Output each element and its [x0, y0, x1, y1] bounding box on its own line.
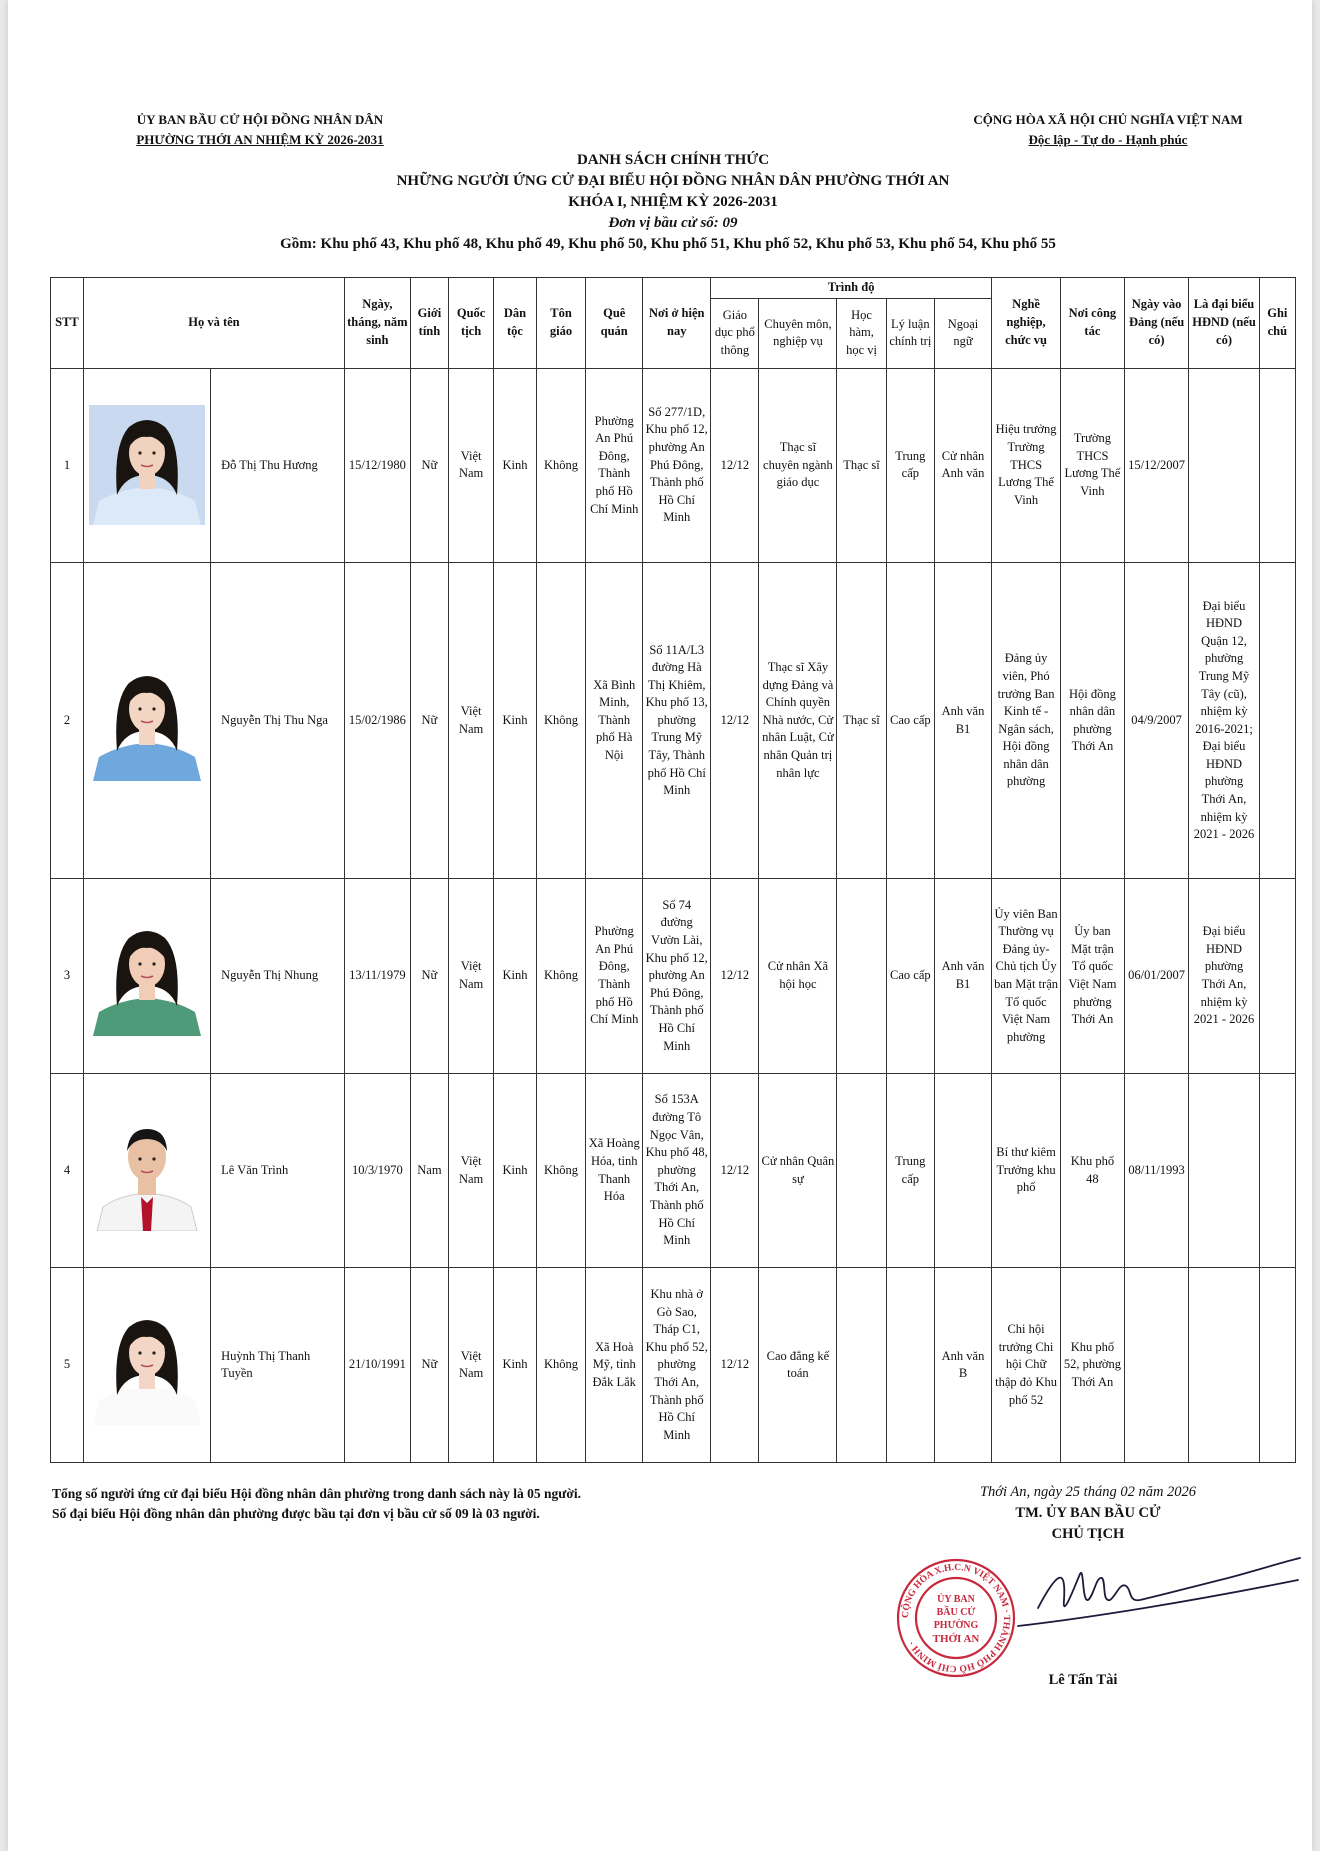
residence-cell: Khu nhà ở Gò Sao, Tháp C1, Khu phố 52, phường Thới An, Thành phố Hồ Chí Minh: [643, 1268, 711, 1463]
note-cell: [1259, 563, 1295, 879]
hometown-cell: Xã Bình Minh, Thành phố Hà Nội: [586, 563, 643, 879]
academic-cell: Thạc sĩ: [837, 563, 886, 879]
residence-cell: Số 277/1D, Khu phố 12, phường An Phú Đông, Thành phố Hồ Chí Minh: [643, 368, 711, 563]
col-language: Ngoại ngữ: [934, 298, 991, 368]
religion-cell: Không: [536, 1073, 585, 1268]
specialty-cell: Cử nhân Quân sự: [759, 1073, 837, 1268]
political-cell: Trung cấp: [886, 1073, 934, 1268]
academic-cell: [837, 879, 886, 1074]
col-religion: Tôn giáo: [536, 278, 585, 369]
portrait-photo: [89, 405, 205, 525]
delegate-cell: [1189, 368, 1259, 563]
col-workplace: Nơi công tác: [1061, 278, 1125, 369]
col-ethnicity: Dân tộc: [494, 278, 537, 369]
col-hometown: Quê quán: [586, 278, 643, 369]
table-row: [51, 563, 1296, 879]
gender-cell: Nữ: [410, 1268, 448, 1463]
general-edu-cell: 12/12: [711, 1268, 759, 1463]
col-specialty: Chuyên môn, nghiệp vụ: [759, 298, 837, 368]
stt-cell: 4: [51, 1073, 84, 1268]
language-cell: Anh văn B1: [934, 563, 991, 879]
svg-text:BẦU CỬ: BẦU CỬ: [936, 1607, 976, 1618]
occupation-cell: Chi hội trưởng Chi hội Chữ thập đỏ Khu phố 52: [992, 1268, 1061, 1463]
language-cell: Anh văn B: [934, 1268, 991, 1463]
name-cell: Huỳnh Thị Thanh Tuyền: [211, 1268, 345, 1463]
issuer-header: [110, 110, 410, 150]
on-behalf: TM. ỦY BAN BẦU CỬ: [1015, 1505, 1161, 1521]
portrait-photo: [89, 661, 205, 781]
sign-date: Thới An, ngày 25 tháng 02 năm 2026: [979, 1484, 1197, 1500]
stt-cell: 5: [51, 1268, 84, 1463]
hometown-cell: Phường An Phú Đông, Thành phố Hồ Chí Minh: [586, 368, 643, 563]
name-cell: Nguyễn Thị Thu Nga: [211, 563, 345, 879]
national-header: [948, 110, 1268, 150]
academic-cell: Thạc sĩ: [837, 368, 886, 563]
workplace-cell: Khu phố 48: [1061, 1073, 1125, 1268]
general-edu-cell: 12/12: [711, 1073, 759, 1268]
gender-cell: Nữ: [410, 368, 448, 563]
party-date-cell: 06/01/2007: [1124, 879, 1189, 1074]
religion-cell: Không: [536, 368, 585, 563]
specialty-cell: Cử nhân Xã hội học: [759, 879, 837, 1074]
hometown-cell: Phường An Phú Đông, Thành phố Hồ Chí Minh: [586, 879, 643, 1074]
delegate-cell: Đại biểu HĐND phường Thới An, nhiệm kỳ 2021 - 2026: [1189, 879, 1259, 1074]
occupation-cell: Bí thư kiêm Trưởng khu phố: [992, 1073, 1061, 1268]
note-cell: [1259, 368, 1295, 563]
language-cell: Cử nhân Anh văn: [934, 368, 991, 563]
photo-cell: [83, 368, 210, 563]
candidate-table: [50, 277, 1296, 1463]
note-cell: [1259, 1073, 1295, 1268]
occupation-cell: Hiệu trưởng Trường THCS Lương Thế Vinh: [992, 368, 1061, 563]
svg-text:ỦY BAN: ỦY BAN: [937, 1594, 975, 1605]
political-cell: Trung cấp: [886, 368, 934, 563]
title-line2: NHỮNG NGƯỜI ỨNG CỬ ĐẠI BIỂU HỘI ĐỒNG NHÂN DÂN PHƯỜNG THỚI AN: [396, 173, 950, 189]
col-nationality: Quốc tịch: [449, 278, 494, 369]
nationality-cell: Việt Nam: [449, 368, 494, 563]
gender-cell: Nữ: [410, 879, 448, 1074]
language-cell: [934, 1073, 991, 1268]
title-line1: DANH SÁCH CHÍNH THỨC: [576, 152, 770, 168]
table-row: [51, 1268, 1296, 1463]
ethnicity-cell: Kinh: [494, 1268, 537, 1463]
col-general-edu: Giáo dục phổ thông: [711, 298, 759, 368]
portrait-photo: [89, 916, 205, 1036]
svg-text:THỚI AN: THỚI AN: [932, 1633, 980, 1645]
issuer-line2: PHƯỜNG THỚI AN NHIỆM KỲ 2026-2031: [136, 132, 384, 147]
workplace-cell: Khu phố 52, phường Thới An: [1061, 1268, 1125, 1463]
delegate-cell: Đại biểu HĐND Quận 12, phường Trung Mỹ Tây (cũ), nhiệm kỳ 2016-2021; Đại biểu HĐND phường Thới An, nhiệm kỳ 2021 - 2026: [1189, 563, 1259, 879]
title-line3: KHÓA I, NHIỆM KỲ 2026-2031: [568, 194, 778, 210]
ethnicity-cell: Kinh: [494, 879, 537, 1074]
stt-cell: 1: [51, 368, 84, 563]
electoral-unit: Đơn vị bầu cử số: 09: [608, 215, 738, 231]
specialty-cell: Cao đẳng kế toán: [759, 1268, 837, 1463]
religion-cell: Không: [536, 1268, 585, 1463]
dob-cell: 21/10/1991: [344, 1268, 410, 1463]
document-title: [208, 150, 1138, 234]
photo-cell: [83, 1073, 210, 1268]
signer-position: CHỦ TỊCH: [1051, 1526, 1125, 1542]
nationality-cell: Việt Nam: [449, 1268, 494, 1463]
stt-cell: 3: [51, 879, 84, 1074]
ethnicity-cell: Kinh: [494, 368, 537, 563]
language-cell: Anh văn B1: [934, 879, 991, 1074]
photo-cell: [83, 879, 210, 1074]
issuer-line1: ỦY BAN BẦU CỬ HỘI ĐỒNG NHÂN DÂN: [136, 112, 384, 127]
name-cell: Lê Văn Trình: [211, 1073, 345, 1268]
dob-cell: 13/11/1979: [344, 879, 410, 1074]
table-row: [51, 879, 1296, 1074]
signer-name: Lê Tấn Tài: [1048, 1672, 1118, 1688]
col-stt: STT: [51, 278, 84, 369]
photo-cell: [83, 1268, 210, 1463]
delegate-cell: [1189, 1073, 1259, 1268]
occupation-cell: Đảng ủy viên, Phó trưởng Ban Kinh tế - Ngân sách, Hội đồng nhân dân phường: [992, 563, 1061, 879]
nationality-cell: Việt Nam: [449, 1073, 494, 1268]
svg-text:CỘNG HÒA X.H.C.N VIỆT NAM · TH: CỘNG HÒA X.H.C.N VIỆT NAM · THÀNH PHỐ HỒ CHÍ MINH ·: [900, 1562, 1012, 1674]
political-cell: Cao cấp: [886, 879, 934, 1074]
col-name: Họ và tên: [83, 278, 344, 369]
dob-cell: 10/3/1970: [344, 1073, 410, 1268]
general-edu-cell: 12/12: [711, 563, 759, 879]
specialty-cell: Thạc sĩ chuyên ngành giáo dục: [759, 368, 837, 563]
svg-text:PHƯỜNG: PHƯỜNG: [933, 1620, 979, 1631]
official-seal: [888, 1530, 1308, 1680]
electoral-areas: Gồm: Khu phố 43, Khu phố 48, Khu phố 49, Khu phố 50, Khu phố 51, Khu phố 52, Khu phố 53, Khu phố 54, Khu phố 55: [280, 236, 1056, 252]
note-cell: [1259, 879, 1295, 1074]
ethnicity-cell: Kinh: [494, 1073, 537, 1268]
national-title: CỘNG HÒA XÃ HỘI CHỦ NGHĨA VIỆT NAM: [973, 112, 1243, 127]
col-dob: Ngày, tháng, năm sinh: [344, 278, 410, 369]
academic-cell: [837, 1268, 886, 1463]
table-row: [51, 368, 1296, 563]
nationality-cell: Việt Nam: [449, 563, 494, 879]
national-motto: Độc lập - Tự do - Hạnh phúc: [1028, 132, 1188, 147]
col-delegate: Là đại biểu HĐND (nếu có): [1189, 278, 1259, 369]
general-edu-cell: 12/12: [711, 879, 759, 1074]
occupation-cell: Ủy viên Ban Thường vụ Đảng ủy- Chủ tịch Ủy ban Mặt trận Tổ quốc Việt Nam phường: [992, 879, 1061, 1074]
workplace-cell: Hội đồng nhân dân phường Thới An: [1061, 563, 1125, 879]
academic-cell: [837, 1073, 886, 1268]
party-date-cell: [1124, 1268, 1189, 1463]
ethnicity-cell: Kinh: [494, 563, 537, 879]
col-residence: Nơi ở hiện nay: [643, 278, 711, 369]
dob-cell: 15/12/1980: [344, 368, 410, 563]
col-note: Ghi chú: [1259, 278, 1295, 369]
document-page: [8, 0, 1312, 1851]
col-political: Lý luận chính trị: [886, 298, 934, 368]
hometown-cell: Xã Hoà Mỹ, tỉnh Đắk Lắk: [586, 1268, 643, 1463]
party-date-cell: 04/9/2007: [1124, 563, 1189, 879]
col-gender: Giới tính: [410, 278, 448, 369]
portrait-photo: [89, 1305, 205, 1425]
gender-cell: Nữ: [410, 563, 448, 879]
col-party-date: Ngày vào Đảng (nếu có): [1124, 278, 1189, 369]
political-cell: [886, 1268, 934, 1463]
political-cell: Cao cấp: [886, 563, 934, 879]
dob-cell: 15/02/1986: [344, 563, 410, 879]
party-date-cell: 15/12/2007: [1124, 368, 1189, 563]
summary: [52, 1484, 581, 1524]
specialty-cell: Thạc sĩ Xây dựng Đảng và Chính quyền Nhà nước, Cử nhân Luật, Cử nhân Quản trị nhân lực: [759, 563, 837, 879]
seal-and-signature: [888, 1530, 1308, 1680]
col-group-trinh-do: Trình độ: [711, 278, 992, 299]
gender-cell: Nam: [410, 1073, 448, 1268]
hometown-cell: Xã Hoàng Hóa, tỉnh Thanh Hóa: [586, 1073, 643, 1268]
col-academic: Học hàm, học vị: [837, 298, 886, 368]
workplace-cell: Ủy ban Mặt trận Tổ quốc Việt Nam phường Thới An: [1061, 879, 1125, 1074]
residence-cell: Số 11A/L3 đường Hà Thị Khiêm, Khu phố 13, phường Trung Mỹ Tây, Thành phố Hồ Chí Minh: [643, 563, 711, 879]
stt-cell: 2: [51, 563, 84, 879]
summary-elected: Số đại biểu Hội đồng nhân dân phường được bầu tại đơn vị bầu cử số 09 là 03 người.: [52, 1506, 540, 1521]
religion-cell: Không: [536, 563, 585, 879]
photo-cell: [83, 563, 210, 879]
delegate-cell: [1189, 1268, 1259, 1463]
summary-total: Tổng số người ứng cử đại biểu Hội đồng nhân dân phường trong danh sách này là 05 người.: [52, 1486, 581, 1501]
note-cell: [1259, 1268, 1295, 1463]
party-date-cell: 08/11/1993: [1124, 1073, 1189, 1268]
workplace-cell: Trường THCS Lương Thế Vinh: [1061, 368, 1125, 563]
nationality-cell: Việt Nam: [449, 879, 494, 1074]
residence-cell: Số 74 đường Vườn Lài, Khu phố 12, phường An Phú Đông, Thành phố Hồ Chí Minh: [643, 879, 711, 1074]
name-cell: Đỗ Thị Thu Hương: [211, 368, 345, 563]
signature-stroke: [1018, 1558, 1300, 1626]
name-cell: Nguyễn Thị Nhung: [211, 879, 345, 1074]
residence-cell: Số 153A đường Tô Ngọc Vân, Khu phố 48, phường Thới An, Thành phố Hồ Chí Minh: [643, 1073, 711, 1268]
religion-cell: Không: [536, 879, 585, 1074]
table-row: [51, 1073, 1296, 1268]
col-occupation: Nghề nghiệp, chức vụ: [992, 278, 1061, 369]
general-edu-cell: 12/12: [711, 368, 759, 563]
portrait-photo: [89, 1111, 205, 1231]
